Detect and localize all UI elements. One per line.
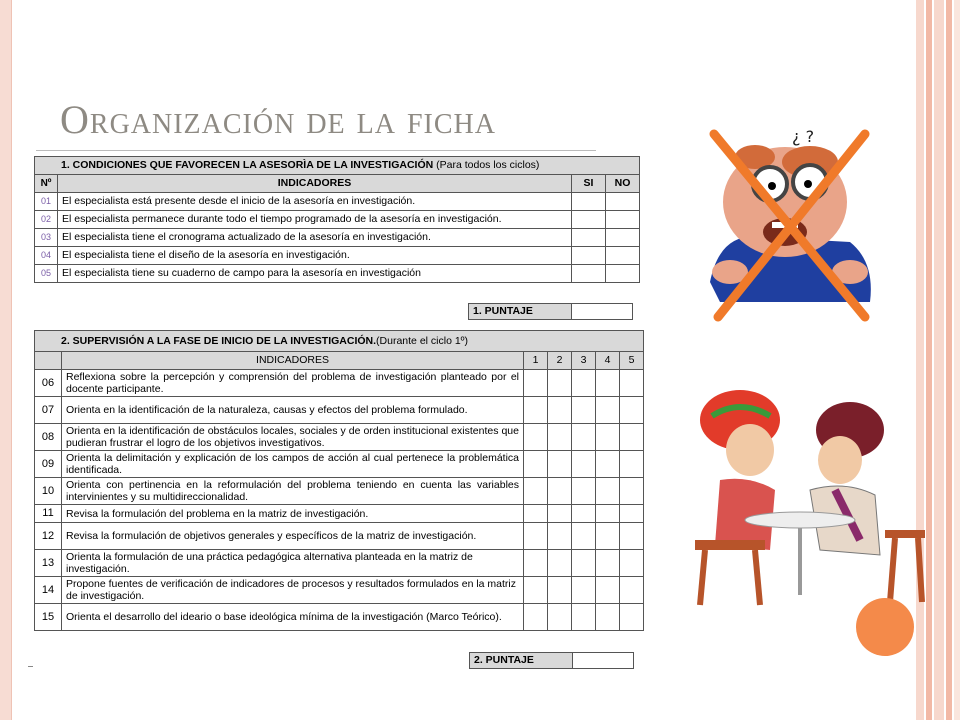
row-number: 05	[35, 265, 58, 283]
score-value	[573, 653, 634, 669]
row-number: 07	[35, 397, 62, 424]
row-number: 14	[35, 577, 62, 604]
slide-mark	[28, 666, 33, 670]
no-cell	[606, 229, 640, 247]
si-cell	[572, 229, 606, 247]
row-text: El especialista está presente desde el inicio de la asesoría en investigación.	[58, 193, 572, 211]
col-si: SI	[572, 175, 606, 193]
col-num: Nº	[35, 175, 58, 193]
row-text: Revisa la formulación de objetivos generales y específicos de la matriz de investigación.	[62, 523, 524, 550]
row-number: 01	[35, 193, 58, 211]
women-chatting-image	[660, 380, 940, 610]
no-cell	[606, 193, 640, 211]
row-text: El especialista permanece durante todo el tiempo programado de la asesoría en investigación.	[58, 211, 572, 229]
row-text: Orienta la formulación de una práctica pedagógica alternativa planteada en la matriz de investigación.	[62, 550, 524, 577]
right-stripes	[916, 0, 960, 720]
title-rule	[36, 150, 596, 151]
row-text: Orienta el desarrollo del ideario o base ideológica mínima de la investigación (Marco Teórico).	[62, 604, 524, 631]
col-score-2: 2	[548, 352, 572, 370]
col-indicators: INDICADORES	[58, 175, 572, 193]
col-indicators: INDICADORES	[62, 352, 524, 370]
col-score-1: 1	[524, 352, 548, 370]
col-no: NO	[606, 175, 640, 193]
si-cell	[572, 211, 606, 229]
row-number: 04	[35, 247, 58, 265]
row-text: Orienta con pertinencia en la reformulación del problema teniendo en cuenta las variables intervinientes y su multidireccionalidad.	[62, 478, 524, 505]
table-row	[35, 229, 640, 247]
row-number: 13	[35, 550, 62, 577]
orange-circle-decoration	[856, 598, 914, 656]
table2-header	[35, 331, 644, 352]
table2-header-title: 2. SUPERVISIÓN A LA FASE DE INICIO DE LA INVESTIGACIÓN.	[61, 334, 377, 347]
col-score-3: 3	[572, 352, 596, 370]
score-box-1	[468, 303, 633, 320]
stressed-man-crossed-image	[700, 122, 880, 322]
si-cell	[572, 265, 606, 283]
table-row	[35, 370, 644, 397]
row-text: Orienta en la identificación de la naturaleza, causas y efectos del problema formulado.	[62, 397, 524, 424]
conditions-table	[34, 156, 640, 283]
table-row	[35, 604, 644, 631]
table-row	[35, 451, 644, 478]
no-cell	[606, 211, 640, 229]
row-number: 06	[35, 370, 62, 397]
row-text: Orienta la delimitación y explicación de los campos de acción al cual pertenece la problemática identificada.	[62, 451, 524, 478]
table2-header-note: (Durante el ciclo 1º)	[376, 334, 468, 347]
row-text: Reflexiona sobre la percepción y comprensión del problema de investigación planteado por el docente participante.	[62, 370, 524, 397]
table1-header-title: 1. CONDICIONES QUE FAVORECEN LA ASESORÌA DE LA INVESTIGACIÓN	[61, 159, 434, 171]
left-border	[0, 0, 12, 720]
table-row	[35, 523, 644, 550]
table-row	[35, 397, 644, 424]
col-score-5: 5	[620, 352, 644, 370]
row-number: 15	[35, 604, 62, 631]
table-row	[35, 211, 640, 229]
table-row	[35, 505, 644, 523]
row-text: Orienta en la identificación de obstáculos locales, sociales y de orden institucional existentes que pudieran frustrar el logro de los objetivos investigativos.	[62, 424, 524, 451]
row-text: Propone fuentes de verificación de indicadores de procesos y resultados formulados en la matriz de investigación.	[62, 577, 524, 604]
row-text: El especialista tiene el diseño de la asesoría en investigación.	[58, 247, 572, 265]
svg-text:¿ ?: ¿ ?	[792, 127, 815, 146]
row-text: El especialista tiene su cuaderno de campo para la asesoría en investigación	[58, 265, 572, 283]
table-row	[35, 478, 644, 505]
score-label: 1. PUNTAJE	[469, 304, 572, 320]
table-row	[35, 577, 644, 604]
table-row	[35, 247, 640, 265]
row-number: 08	[35, 424, 62, 451]
col-num-blank	[35, 352, 62, 370]
row-number: 11	[35, 505, 62, 523]
col-score-4: 4	[596, 352, 620, 370]
table-row	[35, 424, 644, 451]
row-number: 12	[35, 523, 62, 550]
slide-title: Organización de la ficha	[60, 97, 496, 142]
row-text: Revisa la formulación del problema en la matriz de investigación.	[62, 505, 524, 523]
row-number: 02	[35, 211, 58, 229]
table-row	[35, 193, 640, 211]
row-number: 03	[35, 229, 58, 247]
table-row	[35, 550, 644, 577]
no-cell	[606, 265, 640, 283]
si-cell	[572, 247, 606, 265]
score-box-2	[469, 652, 634, 669]
table-row	[35, 265, 640, 283]
si-cell	[572, 193, 606, 211]
row-number: 10	[35, 478, 62, 505]
table1-header	[35, 157, 640, 175]
row-text: El especialista tiene el cronograma actualizado de la asesoría en investigación.	[58, 229, 572, 247]
row-number: 09	[35, 451, 62, 478]
supervision-table	[34, 330, 644, 631]
no-cell	[606, 247, 640, 265]
score-label: 2. PUNTAJE	[470, 653, 573, 669]
table1-header-note: (Para todos los ciclos)	[433, 159, 540, 171]
score-value	[572, 304, 633, 320]
